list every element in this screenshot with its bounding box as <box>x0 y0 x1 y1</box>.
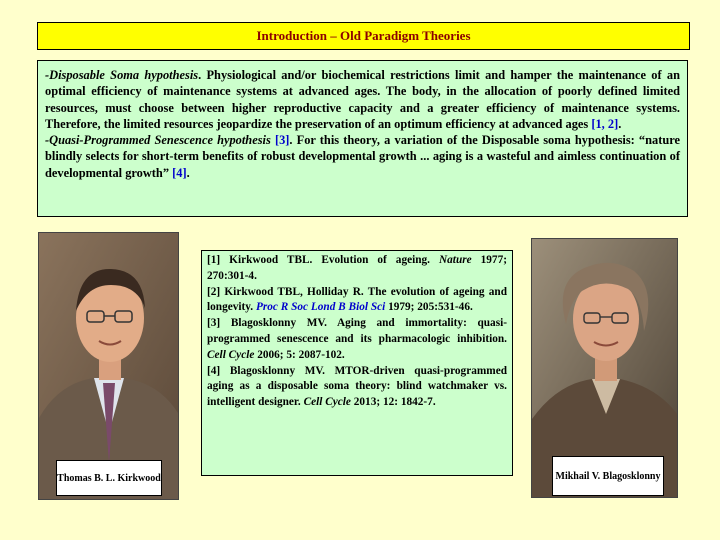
intro-text-box <box>37 60 688 217</box>
citation-1-2: [1, 2] <box>591 116 619 131</box>
quasi-programmed-text: . For this theory, a variation of the Disposable soma hypothesis: “nature blindly selects for short-term benefits of robust developmental growth ... aging is a wasteful and aimless continuation of developmental growth” <box>45 133 680 180</box>
kirkwood-caption: Thomas B. L. Kirkwood <box>56 460 162 496</box>
citation-4: [4] <box>172 165 187 180</box>
reference-3: [3] Blagosklonny MV. Aging and immortality: quasi-programmed senescence and its pharmacologic inhibition. Cell Cycle 2006; 5: 2087-102. <box>207 317 507 361</box>
intro-paragraph-1: -Disposable Soma hypothesis. Physiological and/or biochemical restrictions limit and hamper the maintenance of an optimal efficiency of maintenance systems at advanced ages. The body, in the allocation of poorly defined limited resources, must choose between higher reproductive capacity and a greater efficiency of maintenance systems. Therefore, the limited resources jeopardize the preservation of an optimum efficiency at advanced ages [1, 2]. <box>45 68 680 131</box>
reference-2: [2] Kirkwood TBL, Holliday R. The evolution of ageing and longevity. Proc R Soc Lond B Biol Sci 1979; 205:531-46. <box>207 285 507 314</box>
references-box <box>201 250 513 476</box>
disposable-soma-term: -Disposable Soma hypothesis <box>45 68 199 82</box>
blagosklonny-caption: Mikhail V. Blagosklonny <box>552 456 664 496</box>
disposable-soma-text: . Physiological and/or biochemical restrictions limit and hamper the maintenance of an optimal efficiency of maintenance systems at advanced ages. The body, in the allocation of poorly defined limited resources, must choose between higher reproductive capacity and a greater efficiency of maintenance systems. Therefore, the limited resources jeopardize the preservation of an optimum efficiency at advanced ages <box>45 68 680 131</box>
reference-4: [4] Blagosklonny MV. MTOR-driven quasi-programmed aging as a disposable soma theory: blind watchmaker vs. intelligent designer. Cell Cycle 2013; 12: 1842-7. <box>207 364 507 409</box>
quasi-programmed-term: -Quasi-Programmed Senescence hypothesis <box>45 133 271 148</box>
slide-title-bar <box>37 22 690 50</box>
intro-paragraph-2: -Quasi-Programmed Senescence hypothesis [3]. For this theory, a variation of the Disposable soma hypothesis: “nature blindly selects for short-term benefits of robust developmental growth ... aging is a wasteful and aimless continuation of developmental growth” [4]. <box>45 133 680 180</box>
slide-title: Introduction – Old Paradigm Theories <box>256 28 471 43</box>
reference-1: [1] Kirkwood TBL. Evolution of ageing. Nature 1977; 270:301-4. <box>207 254 507 282</box>
citation-3: [3] <box>274 133 290 148</box>
